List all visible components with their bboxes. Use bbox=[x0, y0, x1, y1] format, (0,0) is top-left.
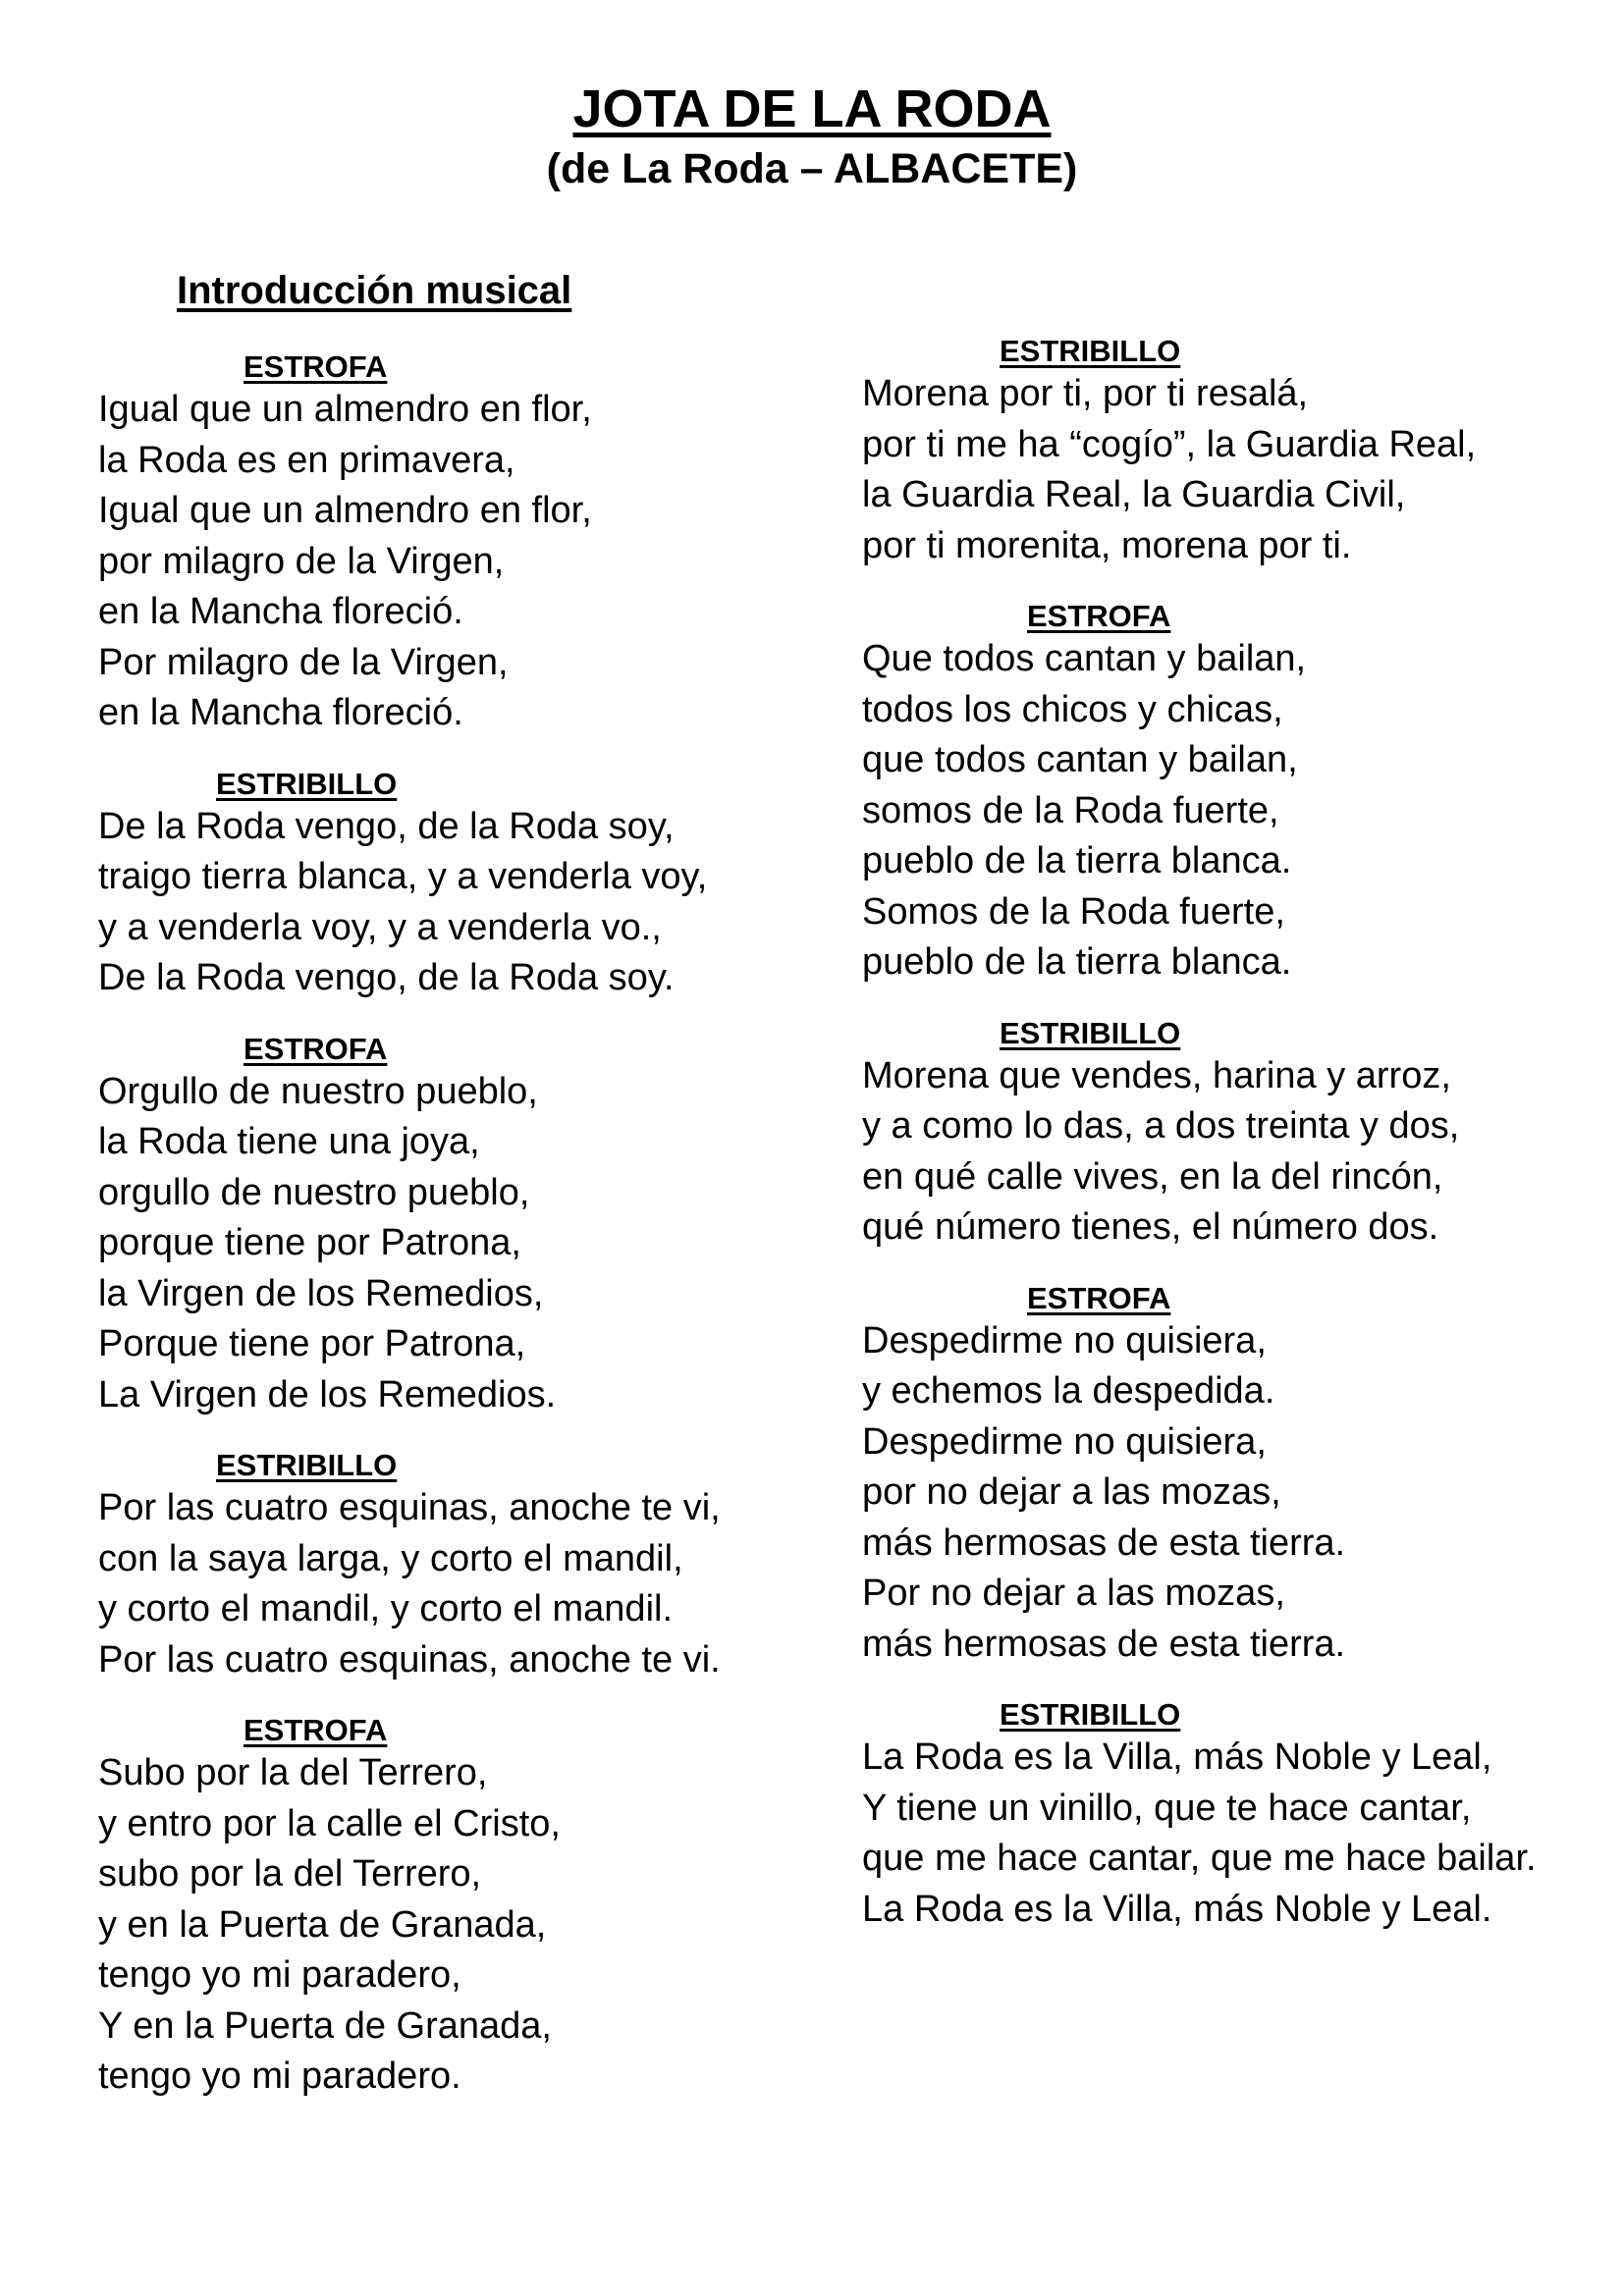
lyric-line: tengo yo mi paradero, bbox=[98, 1954, 461, 1996]
lyric-line: Por milagro de la Virgen, bbox=[98, 641, 509, 683]
estrofa-heading: ESTROFA bbox=[1027, 599, 1171, 633]
lyric-line: y echemos la despedida. bbox=[862, 1370, 1275, 1412]
lyric-line: De la Roda vengo, de la Roda soy. bbox=[98, 957, 675, 998]
lyric-line: Morena que vendes, harina y arroz, bbox=[862, 1054, 1451, 1096]
estribillo-heading: ESTRIBILLO bbox=[1000, 1015, 1181, 1050]
stanza bbox=[862, 334, 1624, 571]
lyric-line: Despedirme no quisiera, bbox=[862, 1319, 1267, 1362]
stanza bbox=[98, 1032, 884, 1421]
stanza bbox=[98, 767, 884, 1004]
lyric-line: De la Roda vengo, de la Roda soy, bbox=[98, 805, 675, 847]
lyric-line: Por las cuatro esquinas, anoche te vi. bbox=[98, 1638, 721, 1681]
lyric-line: Por no dejar a las mozas, bbox=[862, 1573, 1285, 1614]
right-column bbox=[862, 334, 1624, 1962]
lyric-line: Subo por la del Terrero, bbox=[98, 1752, 488, 1793]
lyric-line: Y en la Puerta de Granada, bbox=[98, 2004, 552, 2047]
lyric-line: Igual que un almendro en flor, bbox=[98, 490, 592, 531]
lyric-line: que todos cantan y bailan, bbox=[862, 739, 1298, 780]
lyric-line: por ti morenita, morena por ti. bbox=[862, 524, 1352, 566]
stanza bbox=[862, 1016, 1624, 1254]
lyric-line: en qué calle vives, en la del rincón, bbox=[862, 1155, 1443, 1198]
lyric-line: que me hace cantar, que me hace bailar. bbox=[862, 1838, 1537, 1879]
lyric-line: y a venderla voy, y a venderla vo., bbox=[98, 906, 662, 948]
lyric-line: La Roda es la Villa, más Noble y Leal. bbox=[862, 1888, 1492, 1930]
lyric-line: con la saya larga, y corto el mandil, bbox=[98, 1537, 683, 1579]
lyric-line: Despedirme no quisiera, bbox=[862, 1420, 1267, 1463]
estribillo-heading: ESTRIBILLO bbox=[1000, 334, 1181, 368]
stanza bbox=[98, 1713, 884, 2103]
lyric-line: la Guardia Real, la Guardia Civil, bbox=[862, 474, 1406, 515]
stanza bbox=[862, 1281, 1624, 1671]
lyric-line: Somos de la Roda fuerte, bbox=[862, 890, 1285, 933]
lyric-line: Morena por ti, por ti resalá, bbox=[862, 373, 1309, 414]
lyric-line: subo por la del Terrero, bbox=[98, 1853, 482, 1895]
lyric-line: qué número tienes, el número dos. bbox=[862, 1206, 1439, 1248]
lyric-line: y en la Puerta de Granada, bbox=[98, 1903, 547, 1946]
estrofa-heading: ESTROFA bbox=[244, 349, 388, 384]
lyric-line: por milagro de la Virgen, bbox=[98, 540, 505, 582]
lyric-line: la Roda es en primavera, bbox=[98, 439, 515, 481]
lyric-line: en la Mancha floreció. bbox=[98, 591, 463, 632]
lyric-line: Porque tiene por Patrona, bbox=[98, 1323, 526, 1364]
stanza bbox=[862, 1697, 1624, 1935]
estrofa-heading: ESTROFA bbox=[244, 1713, 388, 1747]
intro-heading: Introducción musical bbox=[177, 269, 572, 312]
lyric-line: por no dejar a las mozas, bbox=[862, 1471, 1281, 1513]
lyric-line: tengo yo mi paradero. bbox=[98, 2056, 461, 2097]
lyric-line: la Roda tiene una joya, bbox=[98, 1121, 480, 1162]
estrofa-heading: ESTROFA bbox=[244, 1031, 388, 1066]
song-title: JOTA DE LA RODA bbox=[572, 80, 1052, 138]
estrofa-heading: ESTROFA bbox=[1027, 1280, 1171, 1315]
stanza bbox=[862, 599, 1624, 988]
lyric-line: todos los chicos y chicas, bbox=[862, 688, 1283, 730]
lyric-line: porque tiene por Patrona, bbox=[98, 1222, 521, 1263]
estribillo-heading: ESTRIBILLO bbox=[216, 1448, 398, 1482]
lyric-line: en la Mancha floreció. bbox=[98, 692, 463, 733]
lyric-line: pueblo de la tierra blanca. bbox=[862, 840, 1292, 881]
stanza bbox=[98, 1448, 884, 1685]
lyric-line: y corto el mandil, y corto el mandil. bbox=[98, 1588, 674, 1629]
lyric-line: Igual que un almendro en flor, bbox=[98, 389, 592, 430]
lyric-line: y entro por la calle el Cristo, bbox=[98, 1802, 561, 1844]
lyric-line: orgullo de nuestro pueblo, bbox=[98, 1171, 530, 1213]
lyric-line: traigo tierra blanca, y a venderla voy, bbox=[98, 856, 708, 897]
stanza bbox=[98, 349, 884, 739]
lyric-line: Por las cuatro esquinas, anoche te vi, bbox=[98, 1487, 721, 1528]
estribillo-heading: ESTRIBILLO bbox=[1000, 1697, 1181, 1732]
song-subtitle: (de La Roda – ALBACETE) bbox=[546, 145, 1078, 192]
lyric-line: Orgullo de nuestro pueblo, bbox=[98, 1070, 538, 1112]
lyric-line: Y tiene un vinillo, que te hace cantar, bbox=[862, 1787, 1472, 1829]
left-column bbox=[98, 349, 884, 2130]
lyric-line: La Roda es la Villa, más Noble y Leal, bbox=[862, 1736, 1492, 1778]
lyric-line: La Virgen de los Remedios. bbox=[98, 1373, 557, 1415]
lyric-line: más hermosas de esta tierra. bbox=[862, 1623, 1346, 1665]
lyric-line: pueblo de la tierra blanca. bbox=[862, 941, 1292, 983]
lyric-line: Que todos cantan y bailan, bbox=[862, 638, 1307, 679]
estribillo-heading: ESTRIBILLO bbox=[216, 766, 398, 801]
lyric-line: y a como lo das, a dos treinta y dos, bbox=[862, 1105, 1460, 1147]
lyric-line: somos de la Roda fuerte, bbox=[862, 789, 1279, 831]
lyric-line: más hermosas de esta tierra. bbox=[862, 1522, 1346, 1564]
lyric-line: por ti me ha “cogío”, la Guardia Real, bbox=[862, 423, 1477, 465]
lyric-line: la Virgen de los Remedios, bbox=[98, 1272, 544, 1314]
